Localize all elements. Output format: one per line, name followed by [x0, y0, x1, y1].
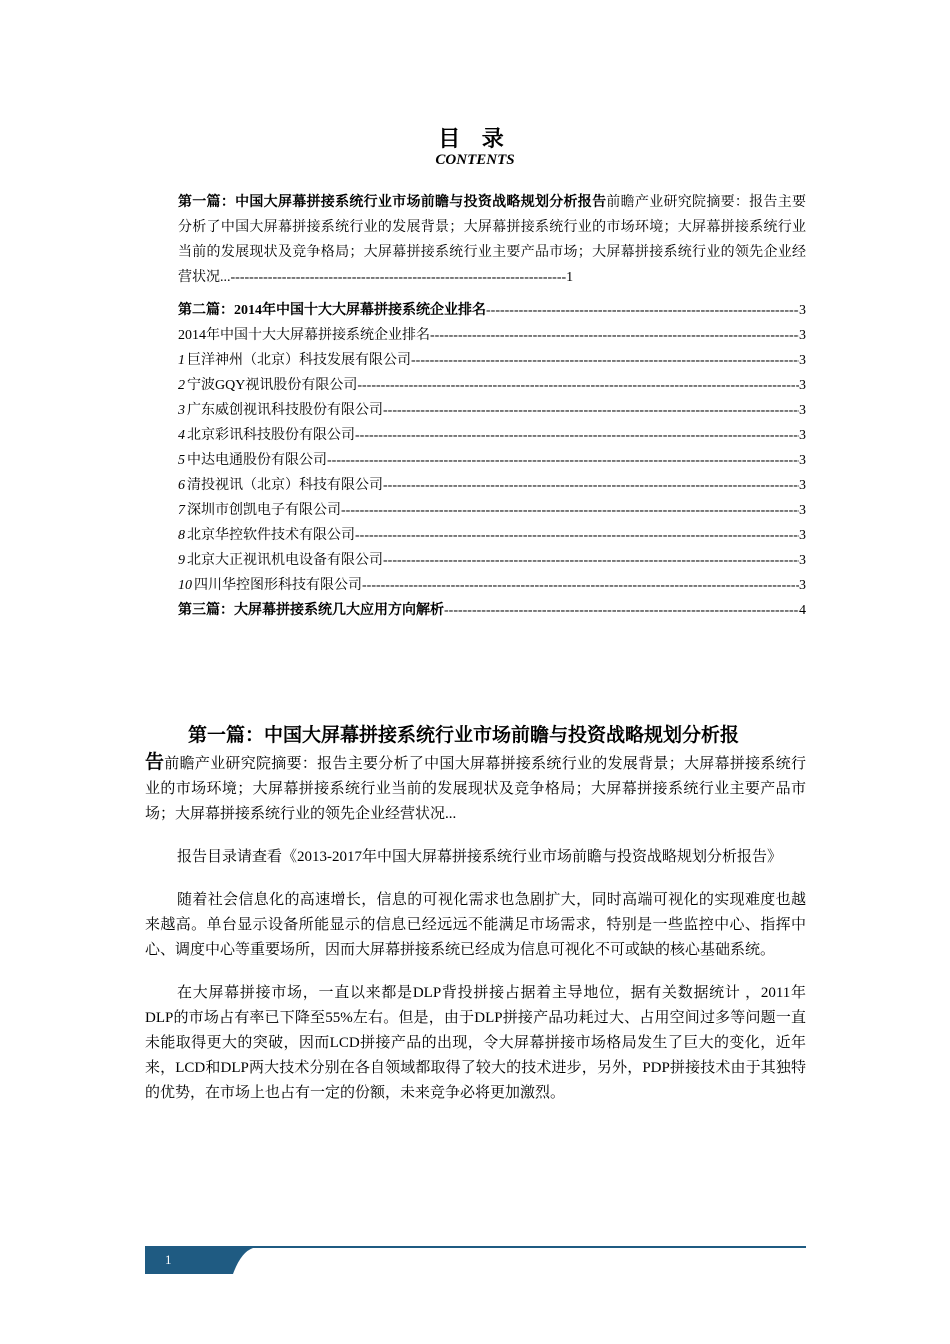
toc-company-name: 四川华控图形科技有限公司	[194, 578, 362, 593]
toc-ranking-page: 3	[799, 328, 806, 343]
toc-company-page: 3	[799, 428, 806, 443]
toc-company-page: 3	[799, 553, 806, 568]
toc-leader	[327, 448, 799, 473]
toc-company-page: 3	[799, 453, 806, 468]
toc-company-name: 广东威创视讯科技股份有限公司	[187, 403, 383, 418]
toc-company-page: 3	[799, 403, 806, 418]
toc-company-list	[178, 348, 806, 598]
toc-part1-page: 1	[566, 270, 574, 285]
toc-company-name: 宁波GQY视讯股份有限公司	[187, 378, 358, 393]
toc-company-name: 巨洋神州（北京）科技发展有限公司	[187, 353, 411, 368]
toc-company-page: 3	[799, 528, 806, 543]
toc-leader	[383, 398, 799, 423]
toc-company-item[interactable]	[178, 498, 806, 523]
toc-company-item[interactable]	[178, 523, 806, 548]
toc-leader	[444, 598, 799, 623]
toc-title: 目 录	[438, 126, 512, 151]
toc-part3[interactable]	[178, 598, 806, 623]
toc-company-number: 7	[178, 503, 185, 518]
toc-company-item[interactable]	[178, 373, 806, 398]
toc-company-number: 1	[178, 353, 185, 368]
section-heading-tail: 告	[145, 752, 165, 773]
toc-company-name: 北京大正视讯机电设备有限公司	[187, 553, 383, 568]
toc-company-number: 5	[178, 453, 185, 468]
toc-part1-heading: 第一篇：中国大屏幕拼接系统行业市场前瞻与投资战略规划分析报告	[178, 195, 607, 210]
toc-part3-page: 4	[799, 603, 806, 618]
section-heading	[145, 722, 806, 750]
toc-subtitle: CONTENTS	[435, 152, 515, 168]
toc-company-page: 3	[799, 378, 806, 393]
abstract-text: 前瞻产业研究院摘要：报告主要分析了中国大屏幕拼接系统行业的发展背景；大屏幕拼接系统行业的市场环境；大屏幕拼接系统行业当前的发展现状及竞争格局；大屏幕拼接系统行业主要产品市场；大屏幕拼接系统行业的领先企业经营状况...	[145, 756, 806, 822]
table-of-contents	[178, 190, 806, 623]
paragraph-toc-reference: 报告目录请查看《2013-2017年中国大屏幕拼接系统行业市场前瞻与投资战略规划分析报告》	[177, 849, 782, 865]
toc-company-name: 深圳市创凯电子有限公司	[187, 503, 341, 518]
toc-leader: ------------------------------------------------------------------------	[230, 270, 567, 285]
toc-company-item[interactable]	[178, 398, 806, 423]
toc-company-name: 清投视讯（北京）科技有限公司	[187, 478, 383, 493]
toc-part2-page: 3	[799, 303, 806, 318]
toc-ranking-heading[interactable]	[178, 323, 806, 348]
report-body	[145, 722, 806, 1106]
toc-company-number: 10	[178, 578, 192, 593]
footer-page-tab	[145, 1248, 253, 1274]
section-heading-text: 第一篇：中国大屏幕拼接系统行业市场前瞻与投资战略规划分析报	[188, 725, 740, 746]
toc-company-number: 9	[178, 553, 185, 568]
toc-leader	[411, 348, 799, 373]
toc-company-page: 3	[799, 503, 806, 518]
toc-company-number: 2	[178, 378, 185, 393]
toc-leader	[383, 548, 799, 573]
toc-company-name: 北京彩讯科技股份有限公司	[187, 428, 355, 443]
toc-company-page: 3	[799, 478, 806, 493]
toc-company-page: 3	[799, 578, 806, 593]
toc-leader	[355, 523, 799, 548]
toc-leader	[430, 323, 799, 348]
toc-leader	[341, 498, 799, 523]
toc-company-item[interactable]	[178, 448, 806, 473]
toc-leader	[383, 473, 799, 498]
toc-company-name: 北京华控软件技术有限公司	[187, 528, 355, 543]
toc-company-name: 中达电通股份有限公司	[187, 453, 327, 468]
toc-company-item[interactable]	[178, 473, 806, 498]
toc-leader	[362, 573, 799, 598]
toc-part1[interactable]	[178, 190, 806, 290]
toc-company-number: 4	[178, 428, 185, 443]
toc-part3-heading: 第三篇：大屏幕拼接系统几大应用方向解析	[178, 603, 444, 618]
toc-company-number: 8	[178, 528, 185, 543]
toc-company-number: 3	[178, 403, 185, 418]
toc-leader	[486, 298, 799, 323]
toc-company-number: 6	[178, 478, 185, 493]
toc-part2[interactable]	[178, 298, 806, 323]
toc-company-item[interactable]	[178, 348, 806, 373]
toc-part2-heading: 第二篇：2014年中国十大大屏幕拼接系统企业排名	[178, 303, 486, 318]
toc-leader	[355, 423, 799, 448]
abstract-paragraph	[145, 750, 806, 827]
page-number: 1	[165, 1252, 172, 1267]
toc-company-item[interactable]	[178, 573, 806, 598]
toc-company-item[interactable]	[178, 423, 806, 448]
paragraph-market: 在大屏幕拼接市场，一直以来都是DLP背投拼接占据着主导地位，据有关数据统计 ，2011年DLP的市场占有率已下降至55%左右。但是，由于DLP拼接产品功耗过大、占用空间过多等问题一直未能取得更大的突破，因而LCD拼接产品的出现，令大屏幕拼接市场格局发生了巨大的变化，近年来，LCD和DLP两大技术分别在各自领域都取得了较大的技术进步，另外，PDP拼接技术由于其独特的优势，在市场上也占有一定的份额，未来竞争必将更加激烈。	[145, 985, 806, 1101]
toc-ranking-text: 2014年中国十大大屏幕拼接系统企业排名	[178, 328, 430, 343]
toc-company-page: 3	[799, 353, 806, 368]
toc-part1-abstract: 前瞻产业研究院摘要：报告主要分析了中国大屏幕拼接系统行业的发展背景；大屏幕拼接系统行业的市场环境；大屏幕拼接系统行业当前的发展现状及竞争格局；大屏幕拼接系统行业主要产品市场；大屏幕拼接系统行业的领先企业经营状况...	[178, 195, 807, 285]
toc-leader	[357, 373, 799, 398]
paragraph-background: 随着社会信息化的高速增长，信息的可视化需求也急剧扩大，同时高端可视化的实现难度也越来越高。单台显示设备所能显示的信息已经远远不能满足市场需求，特别是一些监控中心、指挥中心、调度中心等重要场所，因而大屏幕拼接系统已经成为信息可视化不可或缺的核心基础系统。	[145, 892, 806, 958]
toc-company-item[interactable]	[178, 548, 806, 573]
